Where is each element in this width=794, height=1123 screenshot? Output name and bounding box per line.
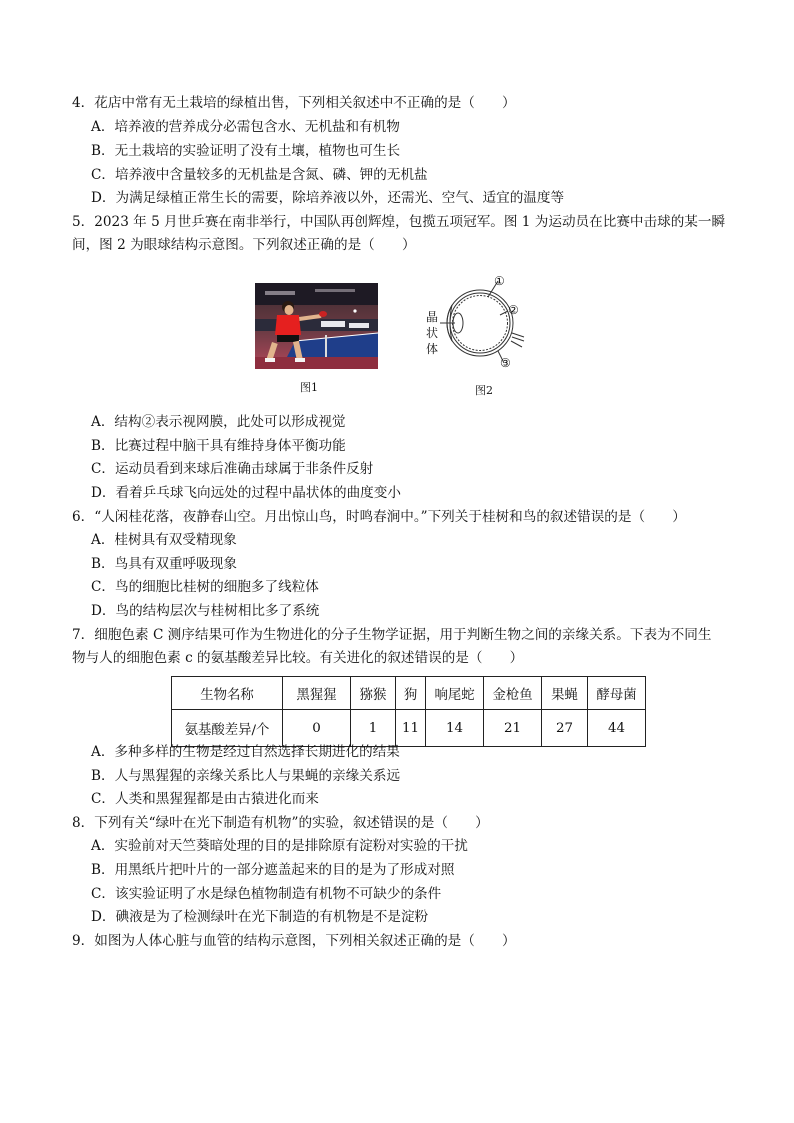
lens-label-char-2: 状 [426,326,439,340]
q5-option-b: B．比赛过程中脑干具有维持身体平衡功能 [91,438,346,454]
q4-stem: 4．花店中常有无土栽培的绿植出售，下列相关叙述中不正确的是（ ） [72,95,516,111]
q7-option-c: C．人类和黑猩猩都是由古猿进化而来 [91,791,319,807]
amino-acid-difference-table [171,676,646,747]
q8-option-d: D．碘液是为了检测绿叶在光下制造的有机物是不是淀粉 [91,909,429,925]
table-data-row [172,710,646,747]
q6-stem: 6．“人闲桂花落，夜静春山空。月出惊山鸟，时鸣春涧中。”下列关于桂树和鸟的叙述错误的是（ ） [72,509,686,525]
q7-option-a: A．多种多样的生物是经过自然选择长期进化的结果 [91,744,400,760]
table-header-cell: 响尾蛇 [426,677,484,710]
table-tennis-photo-illustration [255,283,378,369]
figure1-caption: 图1 [300,381,318,394]
table-header-cell: 金枪鱼 [484,677,542,710]
q8-option-a: A．实验前对天竺葵暗处理的目的是排除原有淀粉对实验的干扰 [91,838,468,854]
q4-option-b: B．无土栽培的实验证明了没有土壤，植物也可生长 [91,143,401,159]
figure2-caption: 图2 [475,384,493,397]
q6-option-b: B．鸟具有双重呼吸现象 [91,556,237,572]
eye-marker-3: ③ [500,356,511,370]
table-header-cell: 猕猴 [351,677,396,710]
table-header-cell: 果蝇 [542,677,588,710]
table-header-row [172,677,646,710]
table-data-cell: 21 [484,710,542,747]
figure1-table-tennis-photo [255,283,378,369]
q5-stem-line2: 间，图 2 为眼球结构示意图。下列叙述正确的是（ ） [72,237,416,253]
q5-option-c: C．运动员看到来球后准确击球属于非条件反射 [91,461,374,477]
q8-stem: 8．下列有关“绿叶在光下制造有机物”的实验，叙述错误的是（ ） [72,815,489,831]
q4-option-d: D．为满足绿植正常生长的需要，除培养液以外，还需光、空气、适宜的温度等 [91,190,565,206]
table-data-cell: 11 [396,710,426,747]
q8-option-b: B．用黑纸片把叶片的一部分遮盖起来的目的是为了形成对照 [91,862,455,878]
q7-stem-line1: 7．细胞色素 C 测序结果可作为生物进化的分子生物学证据，用于判断生物之间的亲缘关系。下表为不同生 [72,627,712,643]
table-data-cell: 14 [426,710,484,747]
table-data-cell: 氨基酸差异/个 [172,710,283,747]
q7-option-b: B．人与黑猩猩的亲缘关系比人与果蝇的亲缘关系远 [91,768,401,784]
q7-stem-line2: 物与人的细胞色素 c 的氨基酸差异比较。有关进化的叙述错误的是（ ） [72,650,524,666]
eye-marker-2: ② [508,303,519,317]
lens-label-char-1: 晶 [426,310,439,324]
q9-stem: 9．如图为人体心脏与血管的结构示意图，下列相关叙述正确的是（ ） [72,933,516,949]
table-header-cell: 酵母菌 [588,677,646,710]
table-header-cell: 黑猩猩 [283,677,351,710]
q6-option-a: A．桂树具有双受精现象 [91,532,237,548]
table-data-cell: 0 [283,710,351,747]
q4-option-a: A．培养液的营养成分必需包含水、无机盐和有机物 [91,119,400,135]
eye-marker-1: ① [494,274,505,288]
q5-option-d: D．看着乒乓球飞向远处的过程中晶状体的曲度变小 [91,485,401,501]
table-header-cell: 生物名称 [172,677,283,710]
table-data-cell: 44 [588,710,646,747]
q5-option-a: A．结构②表示视网膜，此处可以形成视觉 [91,414,346,430]
q5-stem-line1: 5．2023 年 5 月世乒赛在南非举行，中国队再创辉煌，包揽五项冠军。图 1 为运动员在比赛中击球的某一瞬 [72,214,726,230]
lens-label-char-3: 体 [426,342,439,356]
table-data-cell: 27 [542,710,588,747]
table-header-cell: 狗 [396,677,426,710]
q6-option-c: C．鸟的细胞比桂树的细胞多了线粒体 [91,579,319,595]
q6-option-d: D．鸟的结构层次与桂树相比多了系统 [91,603,320,619]
table-data-cell: 1 [351,710,396,747]
q8-option-c: C．该实验证明了水是绿色植物制造有机物不可缺少的条件 [91,886,442,902]
q4-option-c: C．培养液中含量较多的无机盐是含氮、磷、钾的无机盐 [91,167,428,183]
